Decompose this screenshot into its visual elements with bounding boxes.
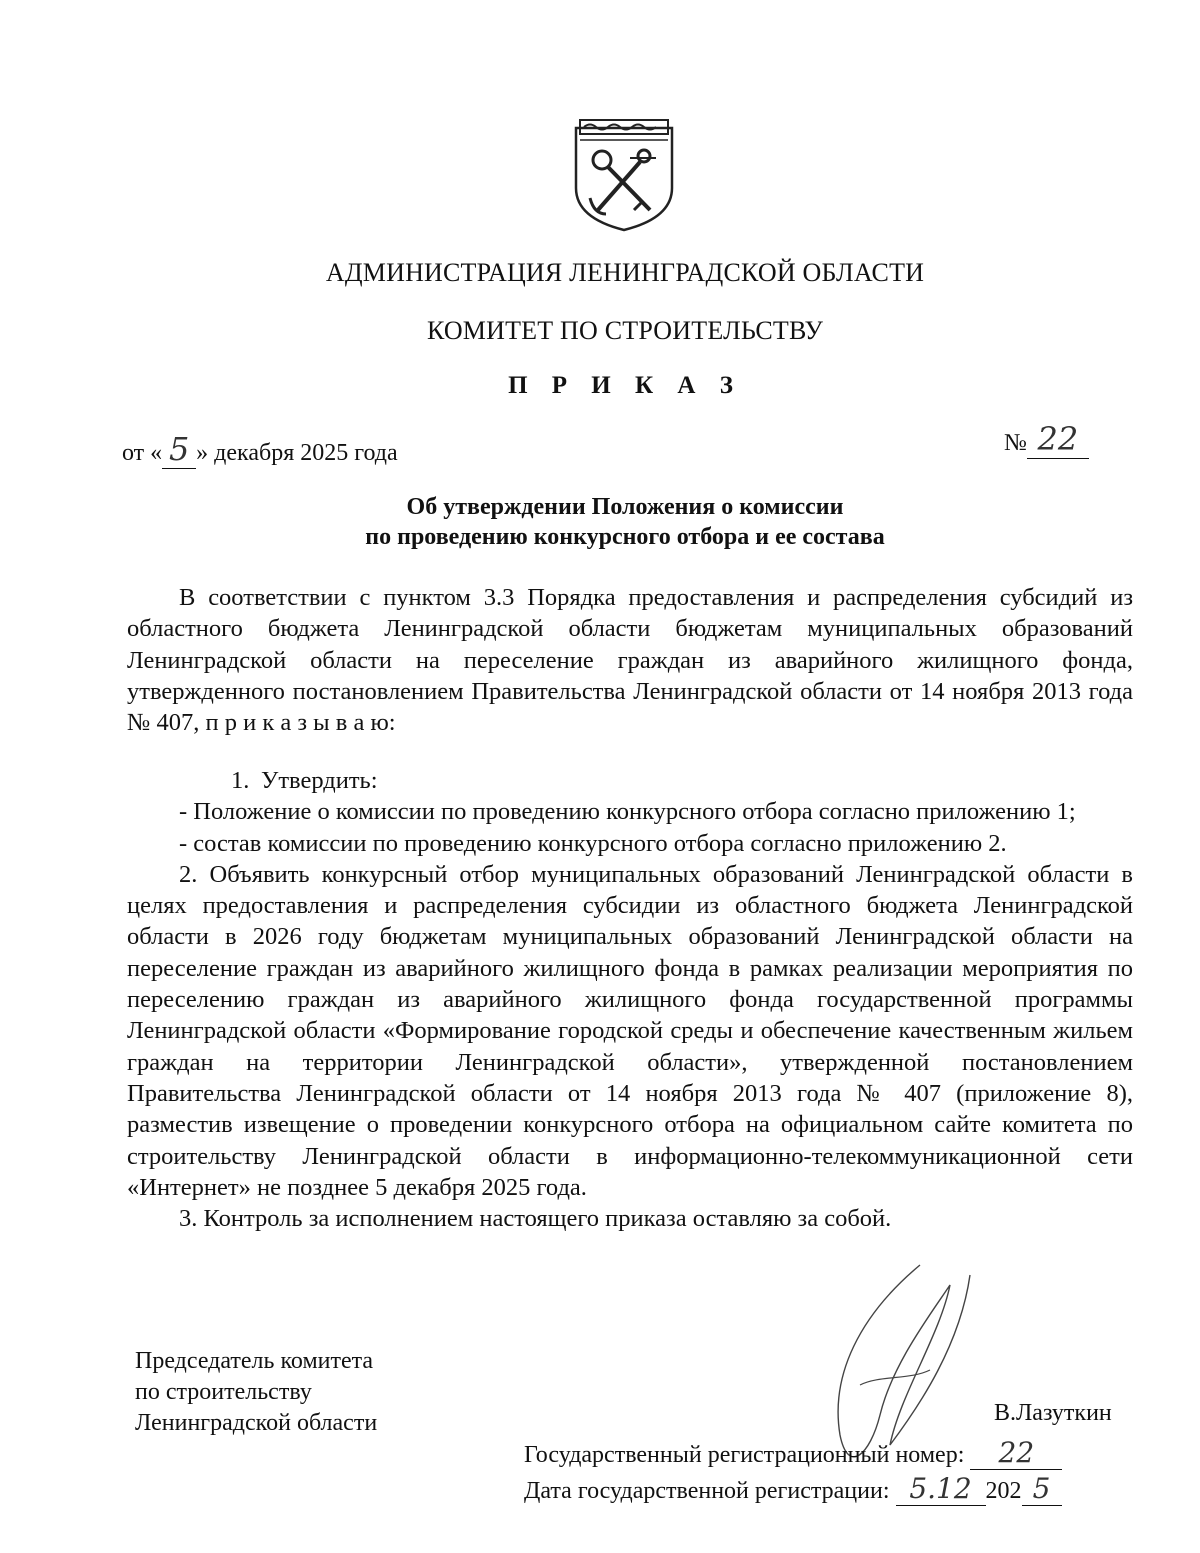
item-3: 3. Контроль за исполнением настоящего приказа оставляю за собой.	[179, 1205, 892, 1233]
item-1-sub-1: - Положение о комиссии по проведению конкурсного отбора согласно приложению 1;	[179, 798, 1076, 826]
date-day-handwritten: 5	[168, 430, 190, 468]
title-line-1: Об утверждении Положения о комиссии	[406, 494, 844, 520]
number-prefix: №	[1004, 430, 1027, 456]
preamble-text: В соответствии с пунктом 3.3 Порядка предоставления и распределения субсидий из областного бюджета Ленинградской области бюджетам муниципальных образований Ленинградской области на переселение граждан из аварийного жилищного фонда, утвержденного постановлением Правительства Ленинградской области от 14 ноября 2013 года № 407, п р и к а з ы в а ю:	[127, 584, 1133, 737]
registration-date-label: Дата государственной регистрации:	[524, 1478, 890, 1504]
item-2: 2. Объявить конкурсный отбор муниципальных образований Ленинградской области в целях предоставления и распределения субсидии из областного бюджета Ленинградской области в 2026 году бюджетам муниципальных образований Ленинградской области на переселение граждан из аварийного жилищного фонда в рамках реализации мероприятия по переселению граждан из аварийного жилищного фонда государственной программы Ленинградской области «Формирование городской среды и обеспечение качественным жильем граждан на территории Ленинградской области», утвержденной постановлением Правительства Ленинградской области от 14 ноября 2013 года № 407 (приложение 8), разместив извещение о проведении конкурсного отбора на официальном сайте комитета по строительству Ленинградской области в информационно-телекоммуникационной сети «Интернет» не позднее 5 декабря 2025 года.	[127, 860, 1133, 1201]
signer-position	[135, 1346, 377, 1439]
signer-name: В.Лазуткин	[994, 1400, 1112, 1426]
order-items	[127, 765, 1133, 1234]
registration-number-handwritten: 22	[998, 1436, 1035, 1469]
date-suffix: » декабря 2025 года	[196, 440, 398, 466]
item-1-number: 1.	[231, 767, 250, 794]
registration-number-label: Государственный регистрационный номер:	[524, 1442, 965, 1468]
order-title	[0, 492, 1200, 552]
registration-year-prefix: 202	[985, 1478, 1022, 1504]
registration-number	[524, 1436, 1062, 1470]
org-name: АДМИНИСТРАЦИЯ ЛЕНИНГРАДСКОЙ ОБЛАСТИ	[325, 258, 925, 287]
item-1-sub-2: - состав комиссии по проведению конкурсного отбора согласно приложению 2.	[179, 829, 1007, 857]
crest-icon	[572, 118, 676, 234]
doc-type: П Р И К А З	[508, 372, 742, 399]
number-handwritten: 22	[1037, 420, 1079, 458]
position-line-3: Ленинградской области	[135, 1410, 378, 1436]
position-line-2: по строительству	[135, 1379, 312, 1405]
registration-date-handwritten: 5.12	[909, 1472, 972, 1505]
item-1-text: Утвердить:	[261, 767, 378, 794]
date-prefix: от «	[122, 440, 163, 466]
position-line-1: Председатель комитета	[135, 1348, 374, 1374]
committee-name: КОМИТЕТ ПО СТРОИТЕЛЬСТВУ	[426, 316, 824, 345]
title-line-2: по проведению конкурсного отбора и ее состава	[365, 524, 885, 550]
registration-date	[524, 1472, 1062, 1506]
registration-year-handwritten: 5	[1032, 1472, 1051, 1505]
order-date	[122, 430, 398, 469]
item-1	[127, 765, 1133, 796]
preamble	[127, 582, 1133, 738]
order-number	[1004, 420, 1089, 459]
